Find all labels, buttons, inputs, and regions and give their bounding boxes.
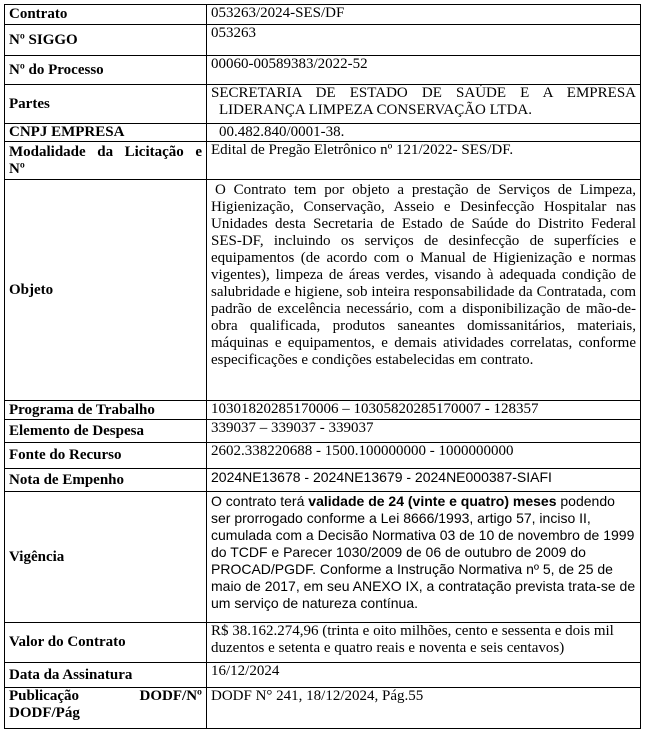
value-data: 16/12/2024 — [207, 663, 641, 688]
contract-summary-table — [4, 4, 641, 729]
partes-line-1: SECRETARIA DE ESTADO DE SAÚDE E A EMPRESA — [211, 85, 636, 101]
row-fonte — [5, 443, 641, 469]
value-fonte: 2602.338220688 - 1500.100000000 - 1000000000 — [207, 443, 641, 469]
vigencia-text-after: podendo ser prorrogado conforme a Lei 8666/1993, artigo 57, inciso II, cumulada com a Decisão Normativa 03 de 10 de novembro de 1999 do TCDF e Parecer 1030/2009 de 06 de outubro de 2009 do PROCAD/PGDF. Conforme a Instrução Normativa nº 5, de 25 de maio de 2017, em seu ANEXO IX, a contratação prevista trata-se de um serviço de natureza contínua. — [211, 493, 636, 611]
row-siggo — [5, 25, 641, 56]
row-data — [5, 663, 641, 688]
value-siggo: 053263 — [207, 25, 641, 56]
label-empenho: Nota de Empenho — [5, 469, 207, 492]
value-empenho: 2024NE13678 - 2024NE13679 - 2024NE000387-SIAFI — [207, 469, 641, 492]
row-modalidade — [5, 142, 641, 180]
row-partes — [5, 85, 641, 124]
label-cnpj: CNPJ EMPRESA — [5, 124, 207, 142]
label-programa: Programa de Trabalho — [5, 401, 207, 420]
publicacao-label-a: Publicação — [9, 688, 79, 704]
row-publicacao — [5, 688, 641, 729]
value-cnpj — [207, 124, 641, 142]
row-vigencia — [5, 492, 641, 623]
value-partes — [207, 85, 641, 124]
label-valor: Valor do Contrato — [5, 623, 207, 663]
modalidade-label-line-2: Nº — [9, 160, 25, 177]
row-elemento — [5, 420, 641, 443]
partes-line-2: LIDERANÇA LIMPEZA CONSERVAÇÃO LTDA. — [219, 102, 532, 118]
publicacao-label-b: DODF/Nº — [139, 688, 202, 704]
value-elemento: 339037 – 339037 - 339037 — [207, 420, 641, 443]
modalidade-label-line-1: Modalidade da Licitação e — [9, 143, 202, 160]
label-vigencia: Vigência — [5, 492, 207, 623]
value-vigencia — [207, 492, 641, 623]
label-objeto: Objeto — [5, 180, 207, 401]
publicacao-label-line-1 — [9, 688, 202, 705]
row-processo — [5, 56, 641, 85]
value-processo: 00060-00589383/2022-52 — [207, 56, 641, 85]
row-valor — [5, 623, 641, 663]
row-programa — [5, 401, 641, 420]
vigencia-text-before: O contrato terá — [211, 493, 309, 509]
label-publicacao — [5, 688, 207, 729]
row-contrato — [5, 5, 641, 25]
value-publicacao: DODF N° 241, 18/12/2024, Pág.55 — [207, 688, 641, 729]
label-contrato: Contrato — [5, 5, 207, 25]
row-objeto — [5, 180, 641, 401]
value-objeto: O Contrato tem por objeto a prestação de Serviços de Limpeza, Higienização, Conservação, Asseio e Desinfecção Hospitalar nas Unidades desta Secretaria de Estado de Saúde do Distrito Federal SES-DF, incluindo os serviços de desinfecção de superfícies e equipamentos (de acordo com o Manual de Higienização e normas vigentes), limpeza de áreas verdes, visando à adequada condição de salubridade e higiene, sob inteira responsabilidade da Contratada, com padrão de excelência necessário, com a disponibilização de mão-de-obra qualificada, produtos saneantes domissanitários, materiais, máquinas e equipamentos, e demais atividades correlatas, conforme especificações e condições estabelecidas em contrato. — [207, 180, 641, 401]
value-modalidade: Edital de Pregão Eletrônico nº 121/2022- SES/DF. — [207, 142, 641, 180]
label-partes: Partes — [5, 85, 207, 124]
label-data: Data da Assinatura — [5, 663, 207, 688]
value-contrato: 053263/2024-SES/DF — [207, 5, 641, 25]
row-empenho — [5, 469, 641, 492]
cnpj-value-text: 00.482.840/0001-38. — [219, 124, 345, 140]
label-modalidade — [5, 142, 207, 180]
publicacao-label-line-2: DODF/Pág — [9, 705, 80, 721]
label-siggo: Nº SIGGO — [5, 25, 207, 56]
value-valor: R$ 38.162.274,96 (trinta e oito milhões, cento e sessenta e dois mil duzentos e setenta e quatro reais e noventa e seis centavos) — [207, 623, 641, 663]
value-programa: 10301820285170006 – 10305820285170007 - 128357 — [207, 401, 641, 420]
label-processo: Nº do Processo — [5, 56, 207, 85]
label-fonte: Fonte do Recurso — [5, 443, 207, 469]
vigencia-text-bold: validade de 24 (vinte e quatro) meses — [308, 493, 557, 509]
row-cnpj — [5, 124, 641, 142]
label-elemento: Elemento de Despesa — [5, 420, 207, 443]
